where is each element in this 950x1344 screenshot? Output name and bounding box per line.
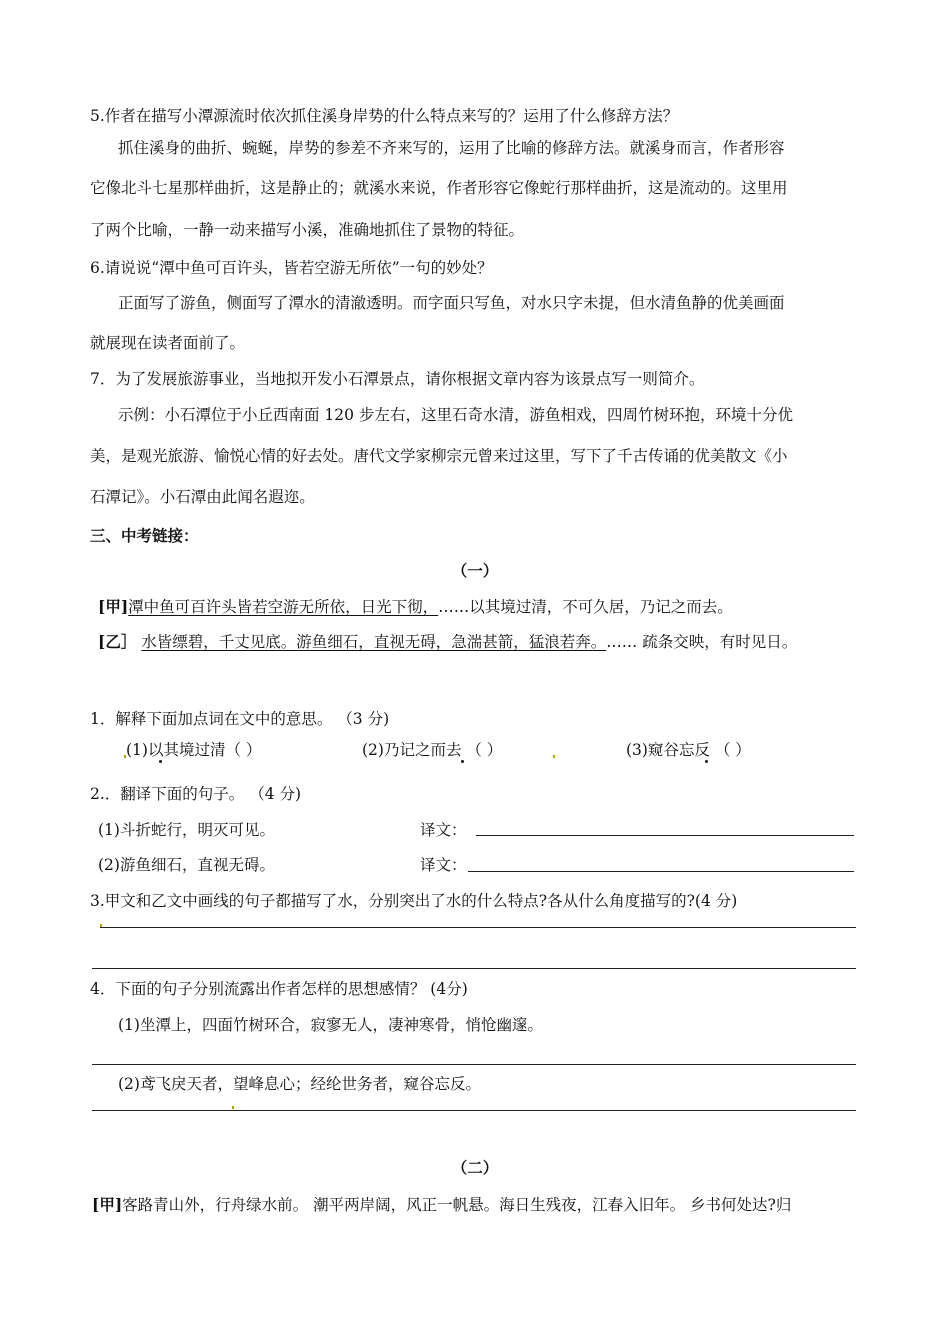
q5-answer-line-2: 它像北斗七星那样曲折，这是静止的；就溪水来说，作者形容它像蛇行那样曲折，这是流动的。这里用	[90, 179, 788, 197]
q7-answer-line-3: 石潭记》。小石潭由此闻名遐迩。	[90, 488, 315, 506]
ex1-question: 1．解释下面加点词在文中的意思。 （3 分)	[90, 710, 390, 728]
ex2-translation-label-2: 译文：	[420, 856, 467, 874]
poem-label: [甲]	[92, 1195, 123, 1214]
part2-title: （二）	[451, 1158, 499, 1177]
q5-question: 5.作者在描写小潭源流时依次抓住溪身岸势的什么特点来写的？运用了什么修辞方法？	[90, 107, 679, 125]
jia-rest-text: ……以其境过清，不可久居，乃记之而去。	[438, 598, 733, 616]
q6-answer-line-1: 正面写了游鱼，侧面写了潭水的清澈透明。而字面只写鱼，对水只字未提，但水清鱼静的优美画面	[118, 294, 785, 312]
yi-passage	[98, 632, 797, 652]
ex2-answer-line-1[interactable]	[476, 835, 854, 836]
jia-underlined-text: 潭中鱼可百许头皆若空游无所依，日光下彻，	[128, 598, 439, 616]
emphasis-dot	[159, 760, 162, 763]
yellow-mark	[124, 755, 126, 758]
yi-label: [乙］	[98, 632, 137, 651]
ex4-item-2: (2)鸢飞戾天者，望峰息心；经纶世务者，窥谷忘反。	[118, 1075, 481, 1093]
yellow-mark	[232, 1106, 234, 1109]
part1-title: （一）	[451, 561, 499, 580]
q6-question: 6.请说说“潭中鱼可百许头，皆若空游无所依”一句的妙处？	[90, 259, 493, 277]
ex3-answer-line-2[interactable]	[92, 968, 856, 969]
ex4-question: 4．下面的句子分别流露出作者怎样的思想感情？ (4分)	[90, 980, 468, 998]
q7-answer-line-2: 美，是观光旅游、愉悦心情的好去处。唐代文学家柳宗元曾来过这里，写下了千古传诵的优美散文《小	[90, 447, 788, 465]
ex2-question: 2.．翻译下面的句子。 （4 分)	[90, 785, 302, 803]
ex2-answer-line-2[interactable]	[468, 871, 854, 872]
ex1-item-3: (3)窥谷忘反 （ ）	[626, 741, 751, 759]
ex3-question: 3.甲文和乙文中画线的句子都描写了水，分别突出了水的什么特点?各从什么角度描写的?(4 分)	[90, 892, 738, 910]
yi-rest-text: …… 疏条交映，有时见日。	[606, 633, 798, 651]
q5-answer-line-3: 了两个比喻，一静一动来描写小溪，准确地抓住了景物的特征。	[90, 221, 525, 239]
jia-label: [甲]	[98, 597, 129, 616]
yellow-mark	[553, 755, 555, 758]
yi-underlined-text: 水皆缥碧，千丈见底。游鱼细石，直视无碍，急湍甚箭，猛浪若奔。	[141, 633, 607, 651]
ex1-item-2: (2)乃记之而去 （ ）	[362, 741, 503, 759]
ex2-item-1: (1)斗折蛇行，明灭可见。	[98, 821, 275, 839]
emphasis-dot	[461, 760, 464, 763]
poem-text: 客路青山外，行舟绿水前。 潮平两岸阔，风正一帆悬。海日生残夜，江春入旧年。 乡书何处达?归	[122, 1196, 792, 1214]
ex4-answer-line-1[interactable]	[92, 1064, 856, 1065]
jia-passage	[98, 597, 733, 617]
poem-line	[92, 1195, 791, 1215]
ex4-item-1: (1)坐潭上，四面竹树环合，寂寥无人，凄神寒骨，悄怆幽邃。	[118, 1016, 543, 1034]
q5-answer-line-1: 抓住溪身的曲折、蜿蜒，岸势的参差不齐来写的，运用了比喻的修辞方法。就溪身而言，作者形容	[118, 139, 785, 157]
q6-answer-line-2: 就展现在读者面前了。	[90, 334, 246, 352]
section-heading: 三、中考链接：	[90, 526, 199, 545]
ex1-item-1: (1)以其境过清（ ）	[126, 741, 262, 759]
ex2-item-2: (2)游鱼细石，直视无碍。	[98, 856, 275, 874]
ex2-translation-label-1: 译文：	[420, 821, 467, 839]
ex3-answer-line-1[interactable]	[100, 927, 856, 928]
emphasis-dot	[705, 760, 708, 763]
q7-question: 7．为了发展旅游事业，当地拟开发小石潭景点，请你根据文章内容为该景点写一则简介。	[90, 370, 705, 388]
q7-answer-line-1: 示例：小石潭位于小丘西南面 120 步左右，这里石奇水清，游鱼相戏，四周竹树环抱，环境十分优	[118, 406, 793, 424]
ex4-answer-line-2[interactable]	[92, 1110, 856, 1111]
